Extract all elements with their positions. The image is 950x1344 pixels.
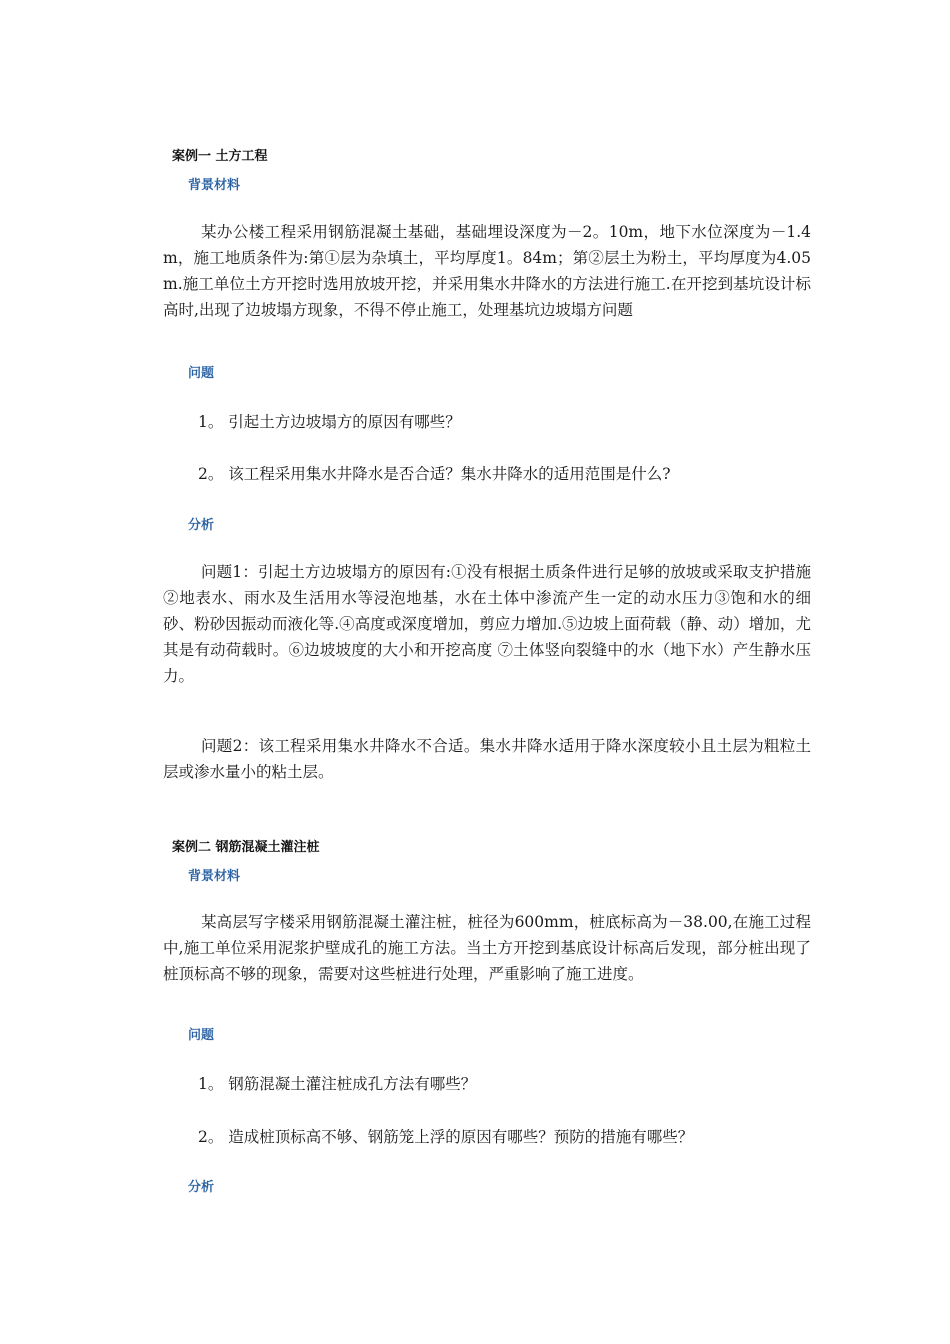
case1-analysis-1: 问题1：引起土方边坡塌方的原因有:①没有根据土质条件进行足够的放坡或采取支护措施②地表水、雨水及生活用水等浸泡地基，水在土体中渗流产生一定的动水压力③饱和水的细砂、粉砂因振动而液化等.④高度或深度增加，剪应力增加.⑤边坡上面荷载（静、动）增加，尤其是有动荷载时。⑥边坡坡度的大小和开挖高度 ⑦土体竖向裂缝中的水（地下水）产生静水压力。 — [163, 563, 811, 685]
case2-question-2: 2。 造成桩顶标高不够、钢筋笼上浮的原因有哪些？预防的措施有哪些？ — [198, 1128, 694, 1146]
case1-background-label: 背景材料 — [188, 178, 241, 193]
case2-title: 案例二 钢筋混凝土灌注桩 — [172, 840, 320, 855]
case1-question-2: 2。 该工程采用集水井降水是否合适？集水井降水的适用范围是什么? — [198, 465, 671, 483]
case1-question-1: 1。 引起土方边坡塌方的原因有哪些？ — [198, 413, 461, 431]
case1-title: 案例一 土方工程 — [172, 149, 268, 164]
case1-analysis-label: 分析 — [188, 518, 215, 533]
case2-background-text: 某高层写字楼采用钢筋混凝土灌注桩，桩径为600mm，桩底标高为－38.00,在施工过程中,施工单位采用泥浆护壁成孔的施工方法。当土方开挖到基底设计标高后发现，部分桩出现了桩顶标高不够的现象，需要对这些桩进行处理，严重影响了施工进度。 — [163, 913, 811, 983]
case2-analysis-label: 分析 — [188, 1180, 215, 1195]
case2-background-label: 背景材料 — [188, 869, 241, 884]
case2-question-1: 1。 钢筋混凝土灌注桩成孔方法有哪些？ — [198, 1075, 477, 1093]
case1-analysis-2: 问题2：该工程采用集水井降水不合适。集水井降水适用于降水深度较小且土层为粗粒土层或渗水量小的粘土层。 — [163, 737, 811, 781]
case1-background-text: 某办公楼工程采用钢筋混凝土基础，基础埋设深度为－2。10m，地下水位深度为－1.4m，施工地质条件为:第①层为杂填土，平均厚度1。84m；第②层土为粉土，平均厚度为4.05m.施工单位土方开挖时选用放坡开挖，并采用集水井降水的方法进行施工.在开挖到基坑设计标高时,出现了边坡塌方现象，不得不停止施工，处理基坑边坡塌方问题 — [163, 223, 811, 319]
case1-questions-label: 问题 — [188, 366, 215, 381]
case2-questions-label: 问题 — [188, 1028, 215, 1043]
